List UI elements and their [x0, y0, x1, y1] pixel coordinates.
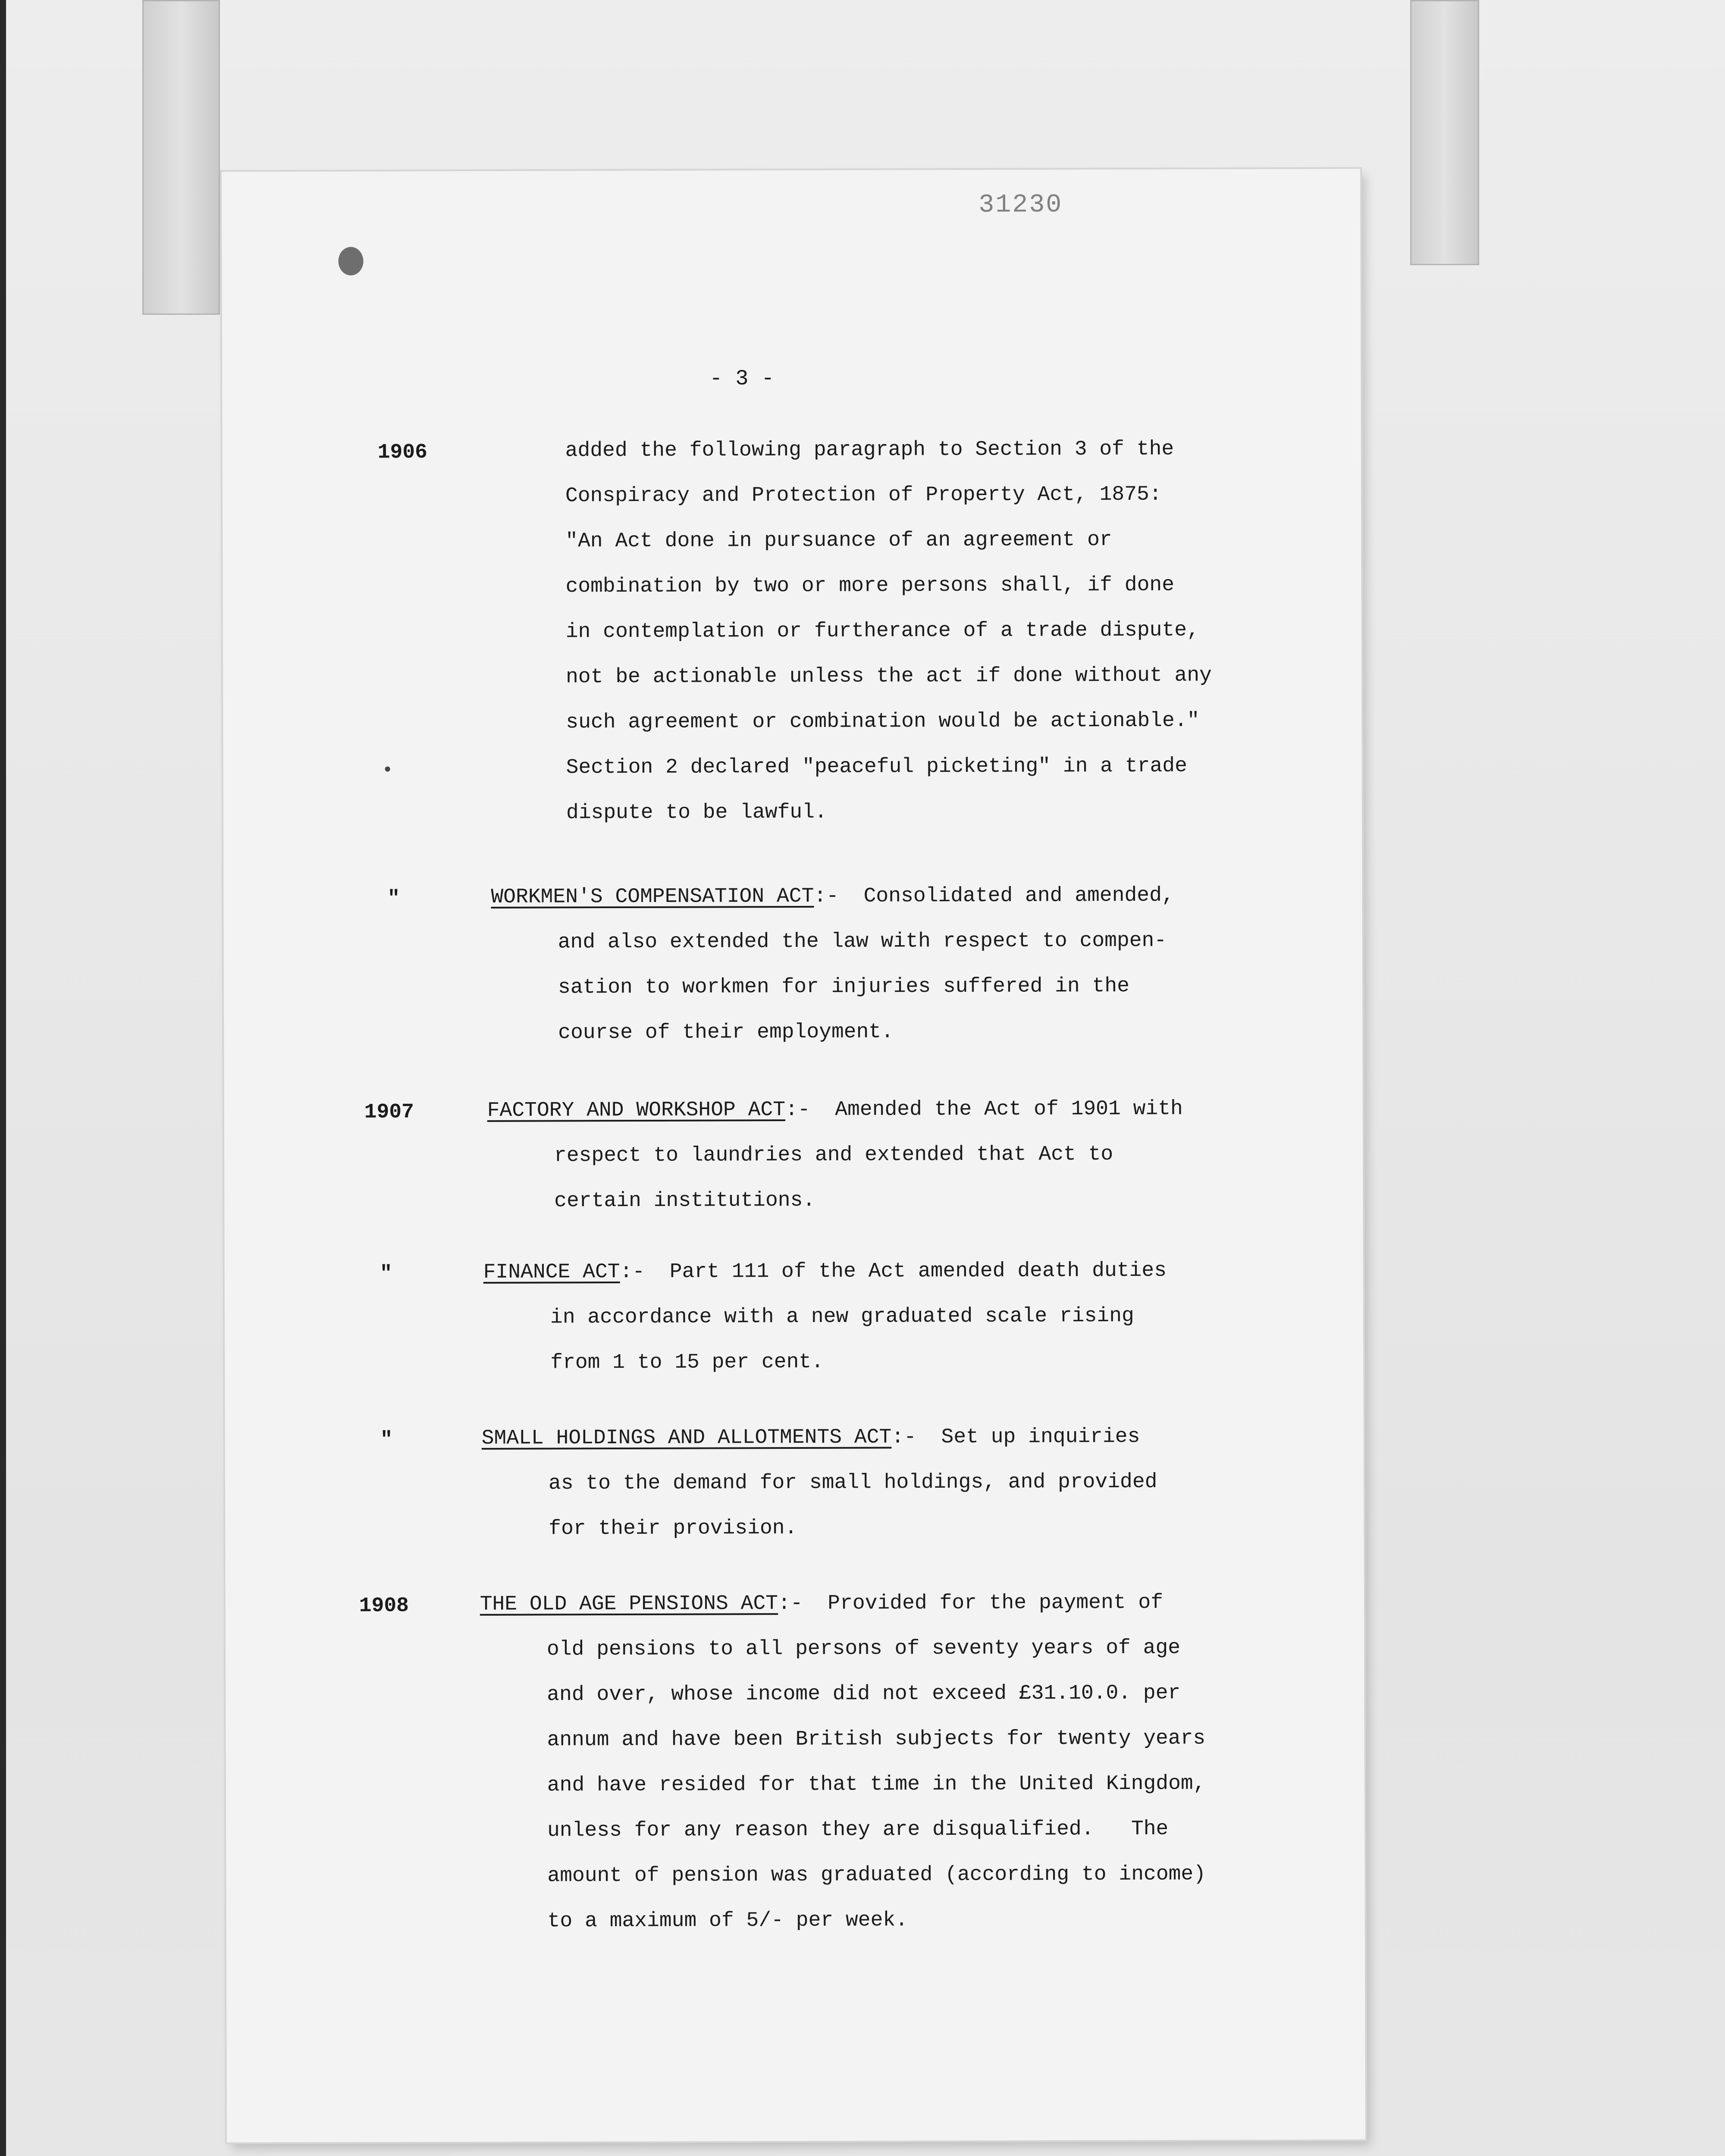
entry-line: "An Act done in pursuance of an agreement or	[565, 528, 1112, 553]
entry-finance-act	[225, 1259, 1363, 1375]
entry-lead: :- Set up inquiries	[891, 1425, 1140, 1449]
entry-line: in accordance with a new graduated scale rising	[550, 1304, 1134, 1329]
entry-line: in contemplation or furtherance of a trade dispute,	[565, 618, 1199, 644]
entry-line: combination by two or more persons shall, if done	[565, 573, 1175, 599]
entry-line: unless for any reason they are disqualified. The	[547, 1817, 1169, 1843]
act-title: FINANCE ACT	[483, 1260, 620, 1284]
act-title: FACTORY AND WORKSHOP ACT	[487, 1098, 786, 1122]
entry-line: and have resided for that time in the United Kingdom,	[547, 1772, 1206, 1797]
entry-line: amount of pension was graduated (according to income)	[547, 1862, 1206, 1888]
entry-line: and over, whose income did not exceed £31.10.0. per	[547, 1681, 1181, 1707]
entry-heading	[480, 1592, 1205, 1615]
entry-lead: :- Provided for the payment of	[778, 1591, 1164, 1616]
entry-line: dispute to be lawful.	[566, 800, 827, 825]
entry-line: Section 2 declared "peaceful picketing" in a trade	[566, 754, 1187, 780]
entry-line: Conspiracy and Protection of Property Act, 1875:	[565, 483, 1162, 508]
entry-year: 1906	[377, 441, 428, 464]
entry-line: annum and have been British subjects for twenty years	[547, 1727, 1206, 1752]
act-title: THE OLD AGE PENSIONS ACT	[480, 1592, 778, 1616]
entry-line: for their provision.	[549, 1516, 797, 1541]
entry-workmens-compensation-act	[223, 884, 1362, 1045]
entry-text	[491, 885, 1174, 1044]
typed-page	[222, 169, 1365, 2143]
entry-year: "	[380, 1262, 392, 1286]
act-title: WORKMEN'S COMPENSATION ACT	[491, 884, 814, 909]
entry-lead: :- Consolidated and amended,	[814, 884, 1174, 908]
entry-line: respect to laundries and extended that Act to	[554, 1143, 1113, 1168]
punch-hole	[338, 247, 363, 276]
entry-heading	[483, 1260, 1167, 1283]
entry-text	[565, 439, 1212, 823]
entry-line: not be actionable unless the act if done without any	[566, 664, 1212, 689]
entry-year: "	[380, 1428, 393, 1452]
tape-strip-top-left	[142, 0, 220, 315]
entry-line: course of their employment.	[558, 1020, 894, 1045]
entry-line: certain institutions.	[554, 1188, 815, 1213]
entry-line: from 1 to 15 per cent.	[550, 1350, 824, 1375]
entry-text	[482, 1426, 1157, 1539]
entry-heading	[482, 1426, 1157, 1449]
entry-lead-line: added the following paragraph to Section 3 of the	[565, 437, 1174, 463]
document-number: 31230	[979, 190, 1063, 220]
entry-line: such agreement or combination would be actionable."	[566, 709, 1200, 734]
entry-year: 1907	[364, 1100, 414, 1124]
tape-strip-top-right	[1410, 0, 1479, 265]
entry-text	[483, 1260, 1167, 1373]
stray-mark	[385, 766, 390, 771]
entry-factory-and-workshop-act	[224, 1097, 1363, 1213]
entry-heading	[487, 1099, 1183, 1121]
entry-text	[487, 1099, 1183, 1212]
entry-line: to a maximum of 5/- per week.	[547, 1908, 908, 1933]
entry-line: sation to workmen for injuries suffered in the	[558, 974, 1130, 1000]
entry-old-age-pensions-act	[226, 1591, 1364, 1933]
entry-line: and also extended the law with respect to compen-	[558, 929, 1167, 954]
entry-lead: :- Amended the Act of 1901 with	[785, 1097, 1183, 1122]
entry-heading	[491, 885, 1174, 908]
entry-lead: :- Part 111 of the Act amended death duties	[620, 1259, 1167, 1284]
entry-year: "	[387, 887, 400, 911]
entry-year: 1908	[359, 1594, 409, 1618]
entry-line: old pensions to all persons of seventy years of age	[546, 1636, 1181, 1661]
entry-1906-conspiracy	[223, 437, 1361, 825]
act-title: SMALL HOLDINGS AND ALLOTMENTS ACT	[481, 1426, 892, 1450]
film-edge	[0, 0, 6, 2156]
entry-small-holdings-act	[225, 1425, 1364, 1541]
entry-text	[480, 1592, 1206, 1932]
page-number: - 3 -	[709, 367, 775, 392]
entry-line: as to the demand for small holdings, and provided	[548, 1470, 1157, 1495]
